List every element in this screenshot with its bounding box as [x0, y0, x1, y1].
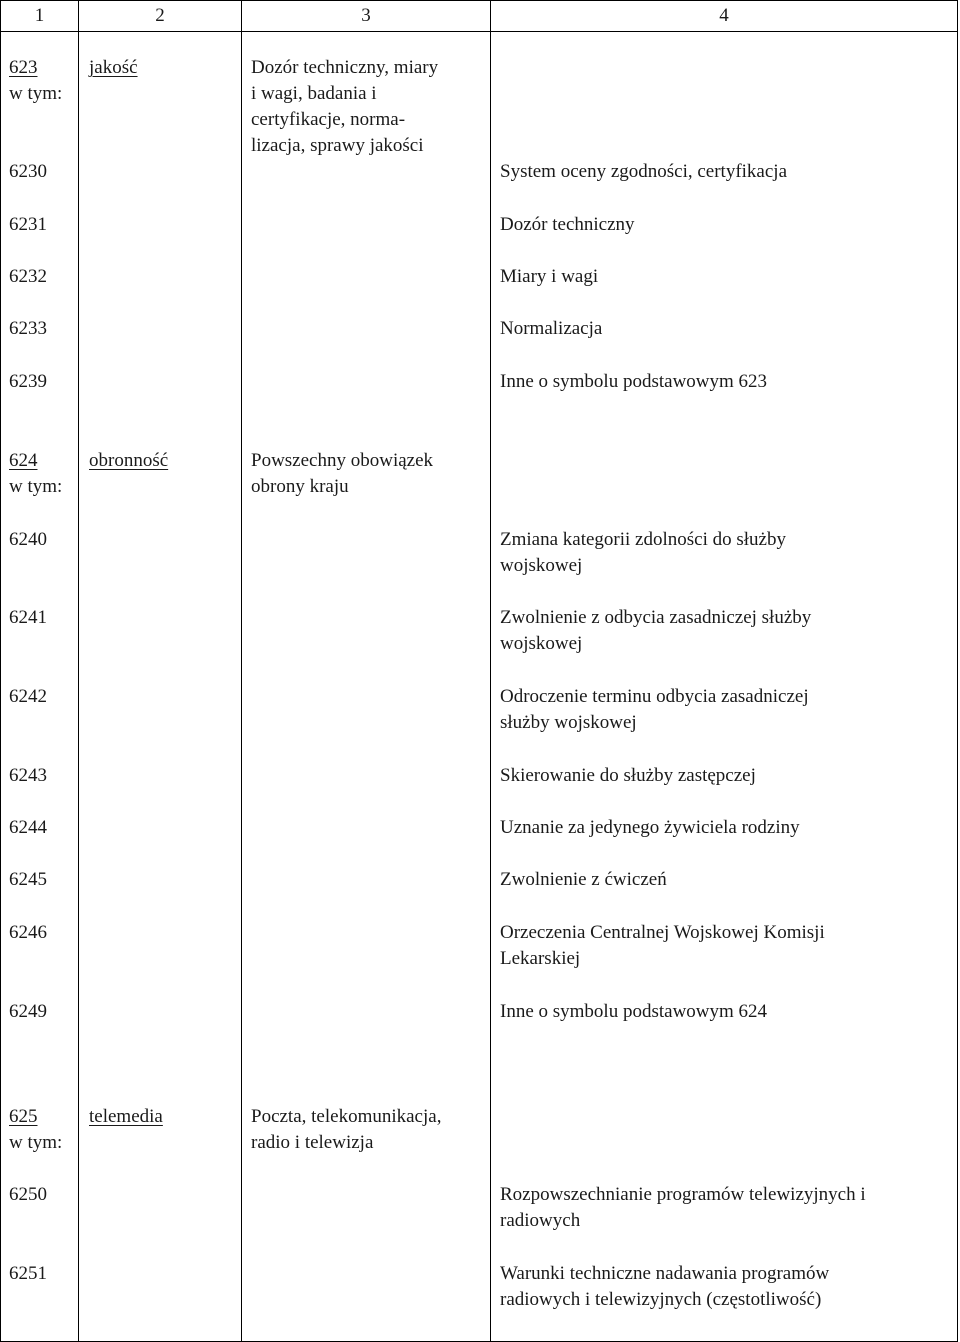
item-text: Zwolnienie z odbycia zasadniczej służby	[500, 607, 812, 628]
item-text: Normalizacja	[500, 318, 603, 339]
item-text: Odroczenie terminu odbycia zasadniczej	[500, 686, 809, 707]
item-code: 6245	[9, 869, 47, 890]
item-text: Rozpowszechnianie programów telewizyjnych i	[500, 1184, 866, 1205]
group-description-line: Poczta, telekomunikacja,	[251, 1106, 442, 1127]
item-code: 6239	[9, 371, 47, 392]
item-code: 6243	[9, 765, 47, 786]
item-text: Zwolnienie z ćwiczeń	[500, 869, 667, 890]
item-code: 6230	[9, 161, 47, 182]
item-text: Inne o symbolu podstawowym 623	[500, 371, 768, 392]
group-description-line: obrony kraju	[251, 476, 349, 497]
group-category: telemedia	[89, 1106, 163, 1127]
group-description-line: Powszechny obowiązek	[251, 450, 434, 471]
group-code-suffix: w tym:	[9, 83, 63, 104]
item-code: 6240	[9, 529, 47, 550]
item-text: Dozór techniczny	[500, 214, 635, 235]
item-code: 6233	[9, 318, 47, 339]
group-code: 625	[9, 1106, 38, 1127]
group-description-line: certyfikacje, norma-	[251, 109, 406, 130]
header-divider	[0, 31, 958, 32]
item-text: Miary i wagi	[500, 266, 599, 287]
group-description-line: i wagi, badania i	[251, 83, 377, 104]
group-code: 623	[9, 57, 38, 78]
group-category: obronność	[89, 450, 169, 471]
column-divider-1	[78, 0, 79, 1342]
item-code: 6242	[9, 686, 47, 707]
item-text: Lekarskiej	[500, 948, 581, 969]
item-text: Inne o symbolu podstawowym 624	[500, 1001, 768, 1022]
item-text: Uznanie za jedynego żywiciela rodziny	[500, 817, 800, 838]
item-text: System oceny zgodności, certyfikacja	[500, 161, 788, 182]
column-header-4: 4	[719, 5, 729, 26]
item-code: 6250	[9, 1184, 47, 1205]
column-divider-3	[490, 0, 491, 1342]
table-border-top	[0, 0, 958, 1]
group-description-line: Dozór techniczny, miary	[251, 57, 439, 78]
item-code: 6241	[9, 607, 47, 628]
item-code: 6231	[9, 214, 47, 235]
item-code: 6232	[9, 266, 47, 287]
column-header-2: 2	[155, 5, 165, 26]
table-border-right	[957, 0, 958, 1342]
column-divider-2	[241, 0, 242, 1342]
item-text: wojskowej	[500, 555, 583, 576]
item-text: Skierowanie do służby zastępczej	[500, 765, 756, 786]
group-code: 624	[9, 450, 38, 471]
item-code: 6251	[9, 1263, 47, 1284]
item-text: radiowych	[500, 1210, 581, 1231]
item-code: 6244	[9, 817, 47, 838]
item-text: służby wojskowej	[500, 712, 637, 733]
item-text: Orzeczenia Centralnej Wojskowej Komisji	[500, 922, 825, 943]
column-header-1: 1	[34, 5, 45, 26]
group-category: jakość	[89, 57, 138, 78]
item-text: wojskowej	[500, 633, 583, 654]
item-code: 6246	[9, 922, 47, 943]
group-code-suffix: w tym:	[9, 1132, 63, 1153]
group-description-line: radio i telewizja	[251, 1132, 374, 1153]
group-code-suffix: w tym:	[9, 476, 63, 497]
item-text: radiowych i telewizyjnych (częstotliwość)	[500, 1289, 822, 1310]
item-text: Warunki techniczne nadawania programów	[500, 1263, 830, 1284]
column-header-3: 3	[361, 5, 371, 26]
item-code: 6249	[9, 1001, 47, 1022]
item-text: Zmiana kategorii zdolności do służby	[500, 529, 786, 550]
group-description-line: lizacja, sprawy jakości	[251, 135, 424, 156]
table-border-left	[0, 0, 1, 1342]
